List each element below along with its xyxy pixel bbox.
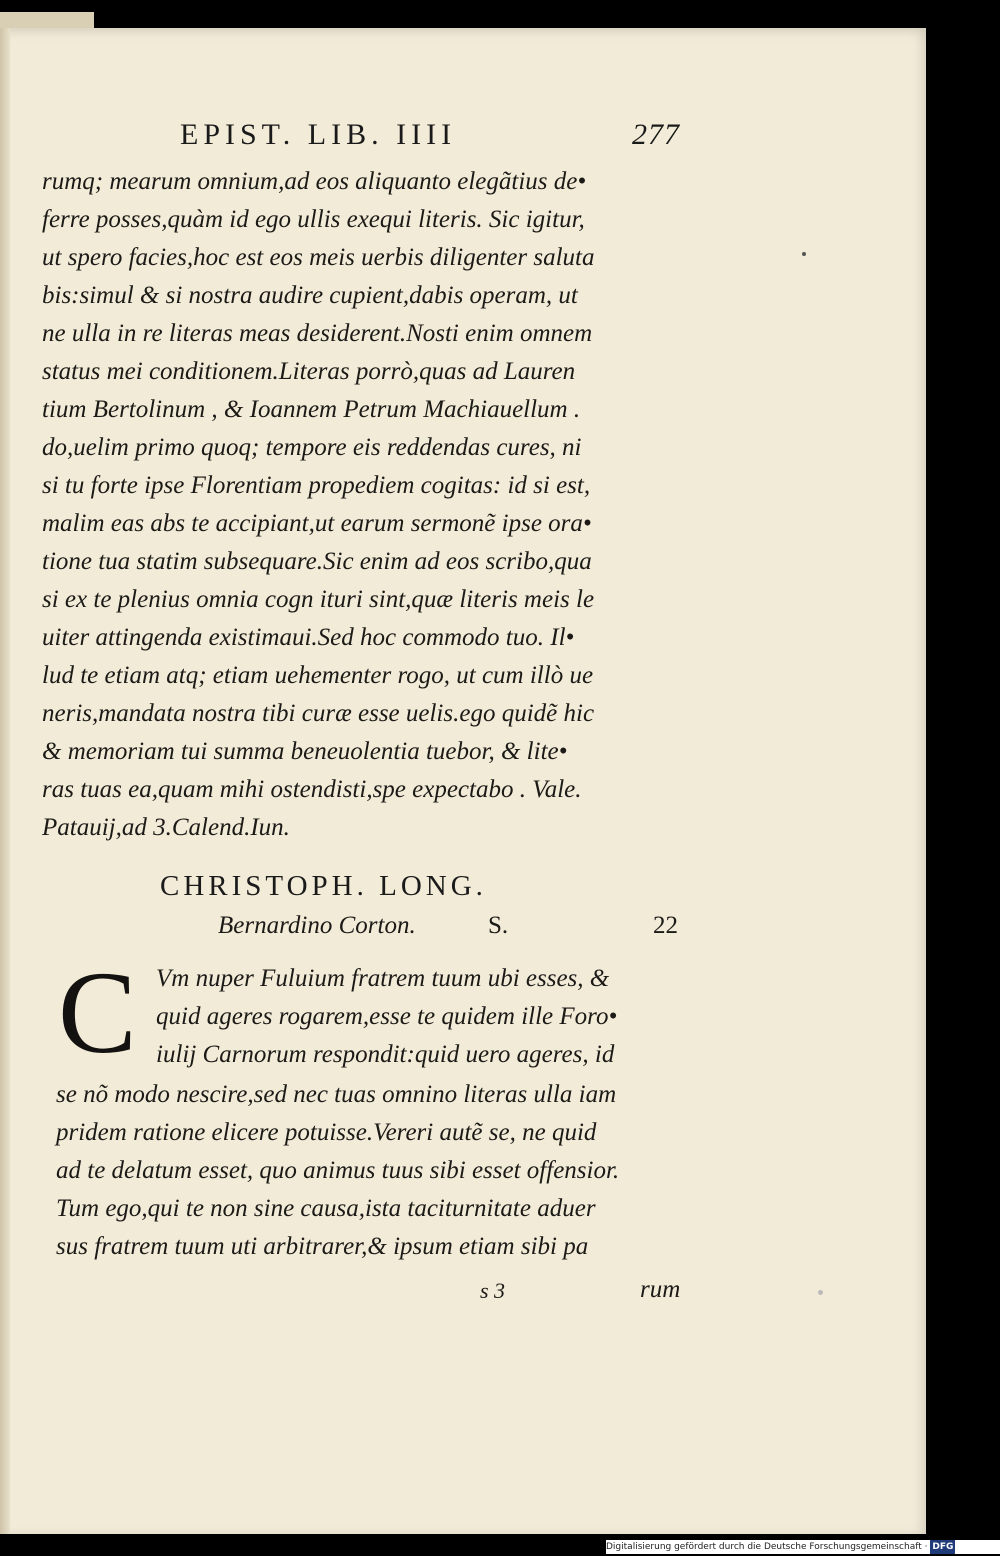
ink-speck — [802, 252, 806, 256]
text-line: bis:simul & si nostra audire cupient,dabis operam, ut — [42, 282, 578, 309]
text-line: si ex te plenius omnia cogn ituri sint,quæ literis meis le — [42, 586, 595, 613]
ink-speck — [818, 1290, 823, 1295]
drop-cap: C — [58, 947, 137, 1078]
page-number: 277 — [632, 118, 680, 151]
dfg-logo: DFG — [932, 1542, 954, 1552]
letter-number: 22 — [653, 912, 678, 939]
page-edge — [0, 28, 10, 1534]
text-line: status mei conditionem.Literas porrò,quas ad Lauren — [42, 358, 576, 385]
text-line: ras tuas ea,quam mihi ostendisti,spe expectabo . Vale. — [42, 776, 582, 803]
text-line: malim eas abs te accipiant,ut earum sermonẽ ipse ora• — [42, 510, 592, 537]
text-line: ad te delatum esset, quo animus tuus sibi esset offensior. — [56, 1157, 620, 1184]
text-line: Tum ego,qui te non sine causa,ista taciturnitate aduer — [56, 1195, 596, 1222]
text-line: & memoriam tui summa beneuolentia tuebor, & lite• — [42, 738, 568, 765]
text-line: pridem ratione elicere potuisse.Vereri autẽ se, ne quid — [56, 1119, 597, 1146]
text-line: Vm nuper Fuluium fratrem tuum ubi esses, & — [156, 965, 610, 992]
addressee-name: Bernardino Corton. — [218, 912, 416, 939]
text-line: se nõ modo nescire,sed nec tuas omnino literas ulla iam — [56, 1081, 617, 1108]
text-line: ut spero facies,hoc est eos meis uerbis diligenter saluta — [42, 244, 595, 271]
text-line: rumq; mearum omnium,ad eos aliquanto elegãtius de• — [42, 168, 587, 195]
letter-heading: CHRISTOPH. LONG. — [160, 870, 487, 902]
text-line: tione tua statim subsequare.Sic enim ad eos scribo,qua — [42, 548, 592, 575]
text-line: uiter attingenda existimaui.Sed hoc commodo tuo. Il• — [42, 624, 575, 651]
addressee — [218, 912, 688, 948]
text-line: ne ulla in re literas meas desiderent.Nosti enim omnem — [42, 320, 593, 347]
text-line: ferre posses,quàm id ego ullis exequi literis. Sic igitur, — [42, 206, 585, 233]
running-head-title: EPIST. LIB. IIII — [180, 118, 457, 151]
text-line: neris,mandata nostra tibi curæ esse uelis.ego quidẽ hic — [42, 700, 595, 727]
footer-text: Digitalisierung gefördert durch die Deutsche Forschungsgemeinschaft · — [606, 1542, 928, 1552]
text-line: Patauij,ad 3.Calend.Iun. — [42, 814, 290, 841]
text-line: do,uelim primo quoq; tempore eis reddendas cures, ni — [42, 434, 582, 461]
text-line: sus fratrem tuum uti arbitrarer,& ipsum etiam sibi pa — [56, 1233, 589, 1260]
catchword: rum — [640, 1276, 681, 1303]
running-head — [180, 118, 680, 158]
text-line: quid ageres rogarem,esse te quidem ille Foro• — [156, 1003, 618, 1030]
signature-mark: s 3 — [480, 1278, 506, 1303]
text-line: si tu forte ipse Florentiam propediem cogitas: id si est, — [42, 472, 591, 499]
text-line: tium Bertolinum , & Ioannem Petrum Machiauellum . — [42, 396, 581, 423]
footer-credit — [606, 1540, 1000, 1554]
text-line: iulij Carnorum respondit:quid uero ageres, id — [156, 1041, 615, 1068]
text-line: lud te etiam atq; etiam uehementer rogo, ut cum illò ue — [42, 662, 594, 689]
salutation: S. — [488, 912, 509, 939]
